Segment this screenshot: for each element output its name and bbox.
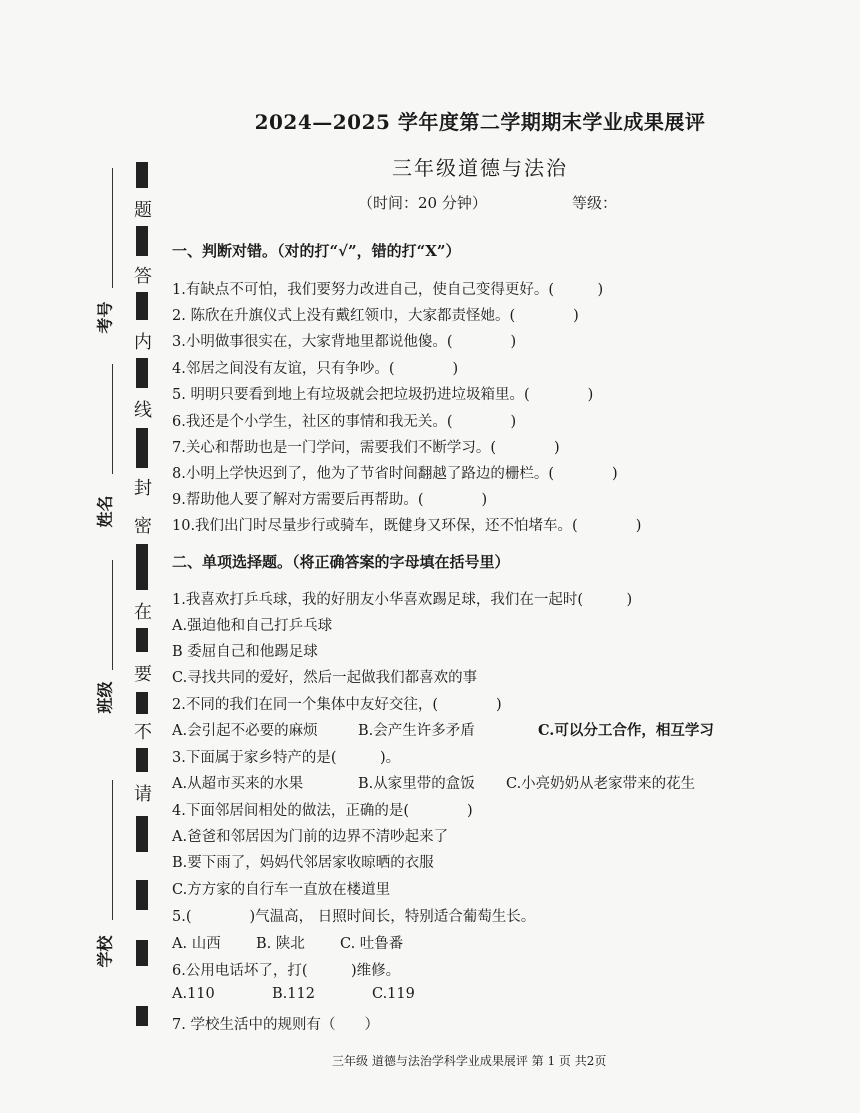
seal-char: 封 bbox=[134, 478, 152, 499]
tf-question-3: 3.小明做事很实在，大家背地里都说他傻。( ) bbox=[172, 334, 517, 350]
mc-question-6: 6.公用电话坏了，打( )维修。 bbox=[172, 963, 401, 979]
mc-option: C.小亮奶奶从老家带来的花生 bbox=[506, 776, 696, 792]
mc-question-2: 2.不同的我们在同一个集体中友好交往，( ) bbox=[172, 697, 502, 713]
seal-char: 不 bbox=[134, 722, 152, 743]
seal-bar bbox=[136, 1006, 148, 1026]
seal-bar bbox=[136, 816, 148, 852]
mc-option: B.112 bbox=[272, 986, 315, 1002]
seal-bar bbox=[136, 692, 148, 714]
seal-bar bbox=[136, 162, 148, 188]
mc-question-5: 5.( )气温高， 日照时间长，特别适合葡萄生长。 bbox=[172, 909, 536, 925]
mc-option: C.可以分工合作，相互学习 bbox=[538, 722, 714, 739]
section2-heading: 二、单项选择题。（将正确答案的字母填在括号里） bbox=[172, 553, 510, 571]
tf-question-4: 4.邻居之间没有友谊，只有争吵。( ) bbox=[172, 361, 459, 377]
exam-time: （时间：20 分钟） bbox=[358, 194, 487, 212]
seal-bar bbox=[136, 748, 148, 772]
mc-option: B 委屈自己和他踢足球 bbox=[172, 644, 318, 660]
seal-char: 密 bbox=[134, 516, 152, 537]
mc-option: C. 吐鲁番 bbox=[340, 936, 404, 952]
field-line bbox=[112, 560, 113, 670]
mc-question-3: 3.下面属于家乡特产的是( )。 bbox=[172, 750, 401, 766]
field-exam-number: 考号 bbox=[95, 301, 115, 334]
mc-option: B. 陕北 bbox=[256, 936, 305, 952]
mc-option: C.119 bbox=[372, 986, 415, 1002]
seal-bar bbox=[136, 358, 148, 388]
seal-char: 请 bbox=[134, 784, 152, 805]
mc-option: B.要下雨了，妈妈代邻居家收晾晒的衣服 bbox=[172, 855, 434, 871]
mc-option: A.110 bbox=[172, 986, 215, 1002]
mc-option: A.从超市买来的水果 bbox=[172, 776, 304, 792]
field-class: 班级 bbox=[95, 681, 115, 714]
seal-char: 题 bbox=[134, 200, 152, 221]
seal-bar bbox=[136, 880, 148, 910]
tf-question-10: 10.我们出门时尽量步行或骑车，既健身又环保，还不怕堵车。( ) bbox=[172, 518, 642, 534]
tf-question-8: 8.小明上学快迟到了，他为了节省时间翻越了路边的栅栏。( ) bbox=[172, 466, 618, 482]
tf-question-9: 9.帮助他人要了解对方需要后再帮助。( ) bbox=[172, 492, 488, 508]
mc-option: A. 山西 bbox=[172, 936, 221, 952]
page-footer: 三年级 道德与法治学科学业成果展评 第 1 页 共2页 bbox=[332, 1054, 607, 1068]
exam-subject: 三年级道德与法治 bbox=[392, 156, 568, 180]
field-line bbox=[112, 364, 113, 474]
seal-char: 内 bbox=[134, 332, 152, 353]
exam-title: 2024—2025 学年度第二学期期末学业成果展评 bbox=[254, 110, 706, 134]
seal-bar bbox=[136, 292, 148, 320]
seal-bar bbox=[136, 628, 148, 652]
mc-question-1: 1.我喜欢打乒乓球，我的好朋友小华喜欢踢足球，我们在一起时( ) bbox=[172, 592, 633, 608]
tf-question-5: 5. 明明只要看到地上有垃圾就会把垃圾扔进垃圾箱里。( ) bbox=[172, 387, 594, 403]
seal-char: 线 bbox=[134, 400, 152, 421]
field-line bbox=[112, 780, 113, 920]
field-school: 学校 bbox=[95, 935, 115, 968]
mc-option: B.会产生许多矛盾 bbox=[358, 723, 475, 739]
seal-bar bbox=[136, 428, 148, 468]
field-line bbox=[112, 168, 113, 288]
mc-option: A.会引起不必要的麻烦 bbox=[172, 723, 318, 739]
seal-bar bbox=[136, 940, 148, 966]
section1-heading: 一、判断对错。（对的打“√”，错的打“X”） bbox=[172, 242, 461, 260]
seal-char: 要 bbox=[134, 664, 152, 685]
tf-question-1: 1.有缺点不可怕，我们要努力改进自己，使自己变得更好。( ) bbox=[172, 282, 604, 298]
seal-bar bbox=[136, 544, 148, 590]
tf-question-2: 2. 陈欣在升旗仪式上没有戴红领巾，大家都责怪她。( ) bbox=[172, 308, 579, 324]
mc-option: A.强迫他和自己打乒乓球 bbox=[172, 618, 333, 634]
seal-bar bbox=[136, 226, 148, 256]
tf-question-7: 7.关心和帮助也是一门学问，需要我们不断学习。( ) bbox=[172, 440, 560, 456]
tf-question-6: 6.我还是个小学生，社区的事情和我无关。( ) bbox=[172, 414, 517, 430]
mc-option: A.爸爸和邻居因为门前的边界不清吵起来了 bbox=[172, 829, 449, 845]
mc-option: C.寻找共同的爱好，然后一起做我们都喜欢的事 bbox=[172, 670, 478, 686]
field-name: 姓名 bbox=[95, 495, 115, 528]
mc-option: B.从家里带的盒饭 bbox=[358, 776, 475, 792]
mc-question-7: 7. 学校生活中的规则有（ ） bbox=[172, 1017, 379, 1033]
mc-option: C.方方家的自行车一直放在楼道里 bbox=[172, 882, 391, 898]
grade-label: 等级： bbox=[572, 194, 618, 212]
seal-char: 在 bbox=[134, 602, 152, 623]
seal-char: 答 bbox=[134, 266, 152, 287]
mc-question-4: 4.下面邻居间相处的做法，正确的是( ) bbox=[172, 803, 473, 819]
